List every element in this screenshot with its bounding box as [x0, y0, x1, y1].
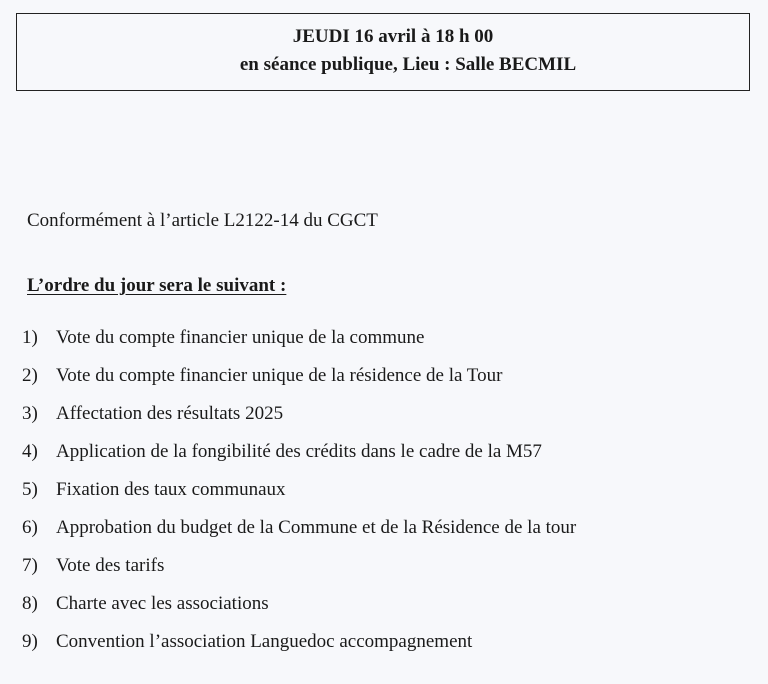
agenda-item	[22, 517, 576, 555]
agenda-item-number: 2)	[22, 365, 38, 386]
agenda-item	[22, 327, 576, 365]
agenda-item-number: 1)	[22, 327, 38, 348]
agenda-item-number: 7)	[22, 555, 38, 576]
agenda-item-number: 9)	[22, 631, 38, 652]
meeting-location: en séance publique, Lieu : Salle BECMIL	[239, 54, 577, 75]
agenda-item-text: Convention l’association Languedoc accompagnement	[56, 631, 473, 652]
agenda-title: L’ordre du jour sera le suivant :	[27, 275, 287, 296]
agenda-item	[22, 365, 576, 403]
meeting-date: JEUDI 16 avril à 18 h 00	[292, 26, 494, 47]
agenda-item	[22, 403, 576, 441]
agenda-item-number: 8)	[22, 593, 38, 614]
agenda-item-number: 5)	[22, 479, 38, 500]
agenda-item	[22, 479, 576, 517]
agenda-item-text: Application de la fongibilité des crédits dans le cadre de la M57	[56, 441, 542, 462]
agenda-list	[22, 327, 576, 669]
agenda-item	[22, 593, 576, 631]
agenda-item	[22, 555, 576, 593]
agenda-item-text: Charte avec les associations	[56, 593, 269, 614]
agenda-item-text: Fixation des taux communaux	[56, 479, 286, 500]
agenda-item-text: Vote du compte financier unique de la commune	[56, 327, 425, 348]
agenda-item-text: Approbation du budget de la Commune et de la Résidence de la tour	[56, 517, 577, 538]
agenda-item-number: 6)	[22, 517, 38, 538]
agenda-item-number: 4)	[22, 441, 38, 462]
meeting-header-box	[16, 13, 750, 91]
agenda-item-number: 3)	[22, 403, 38, 424]
agenda-item	[22, 631, 576, 669]
agenda-item-text: Vote des tarifs	[56, 555, 165, 576]
agenda-item-text: Affectation des résultats 2025	[56, 403, 284, 424]
legal-reference: Conformément à l’article L2122-14 du CGCT	[27, 210, 378, 231]
agenda-item	[22, 441, 576, 479]
agenda-item-text: Vote du compte financier unique de la résidence de la Tour	[56, 365, 503, 386]
